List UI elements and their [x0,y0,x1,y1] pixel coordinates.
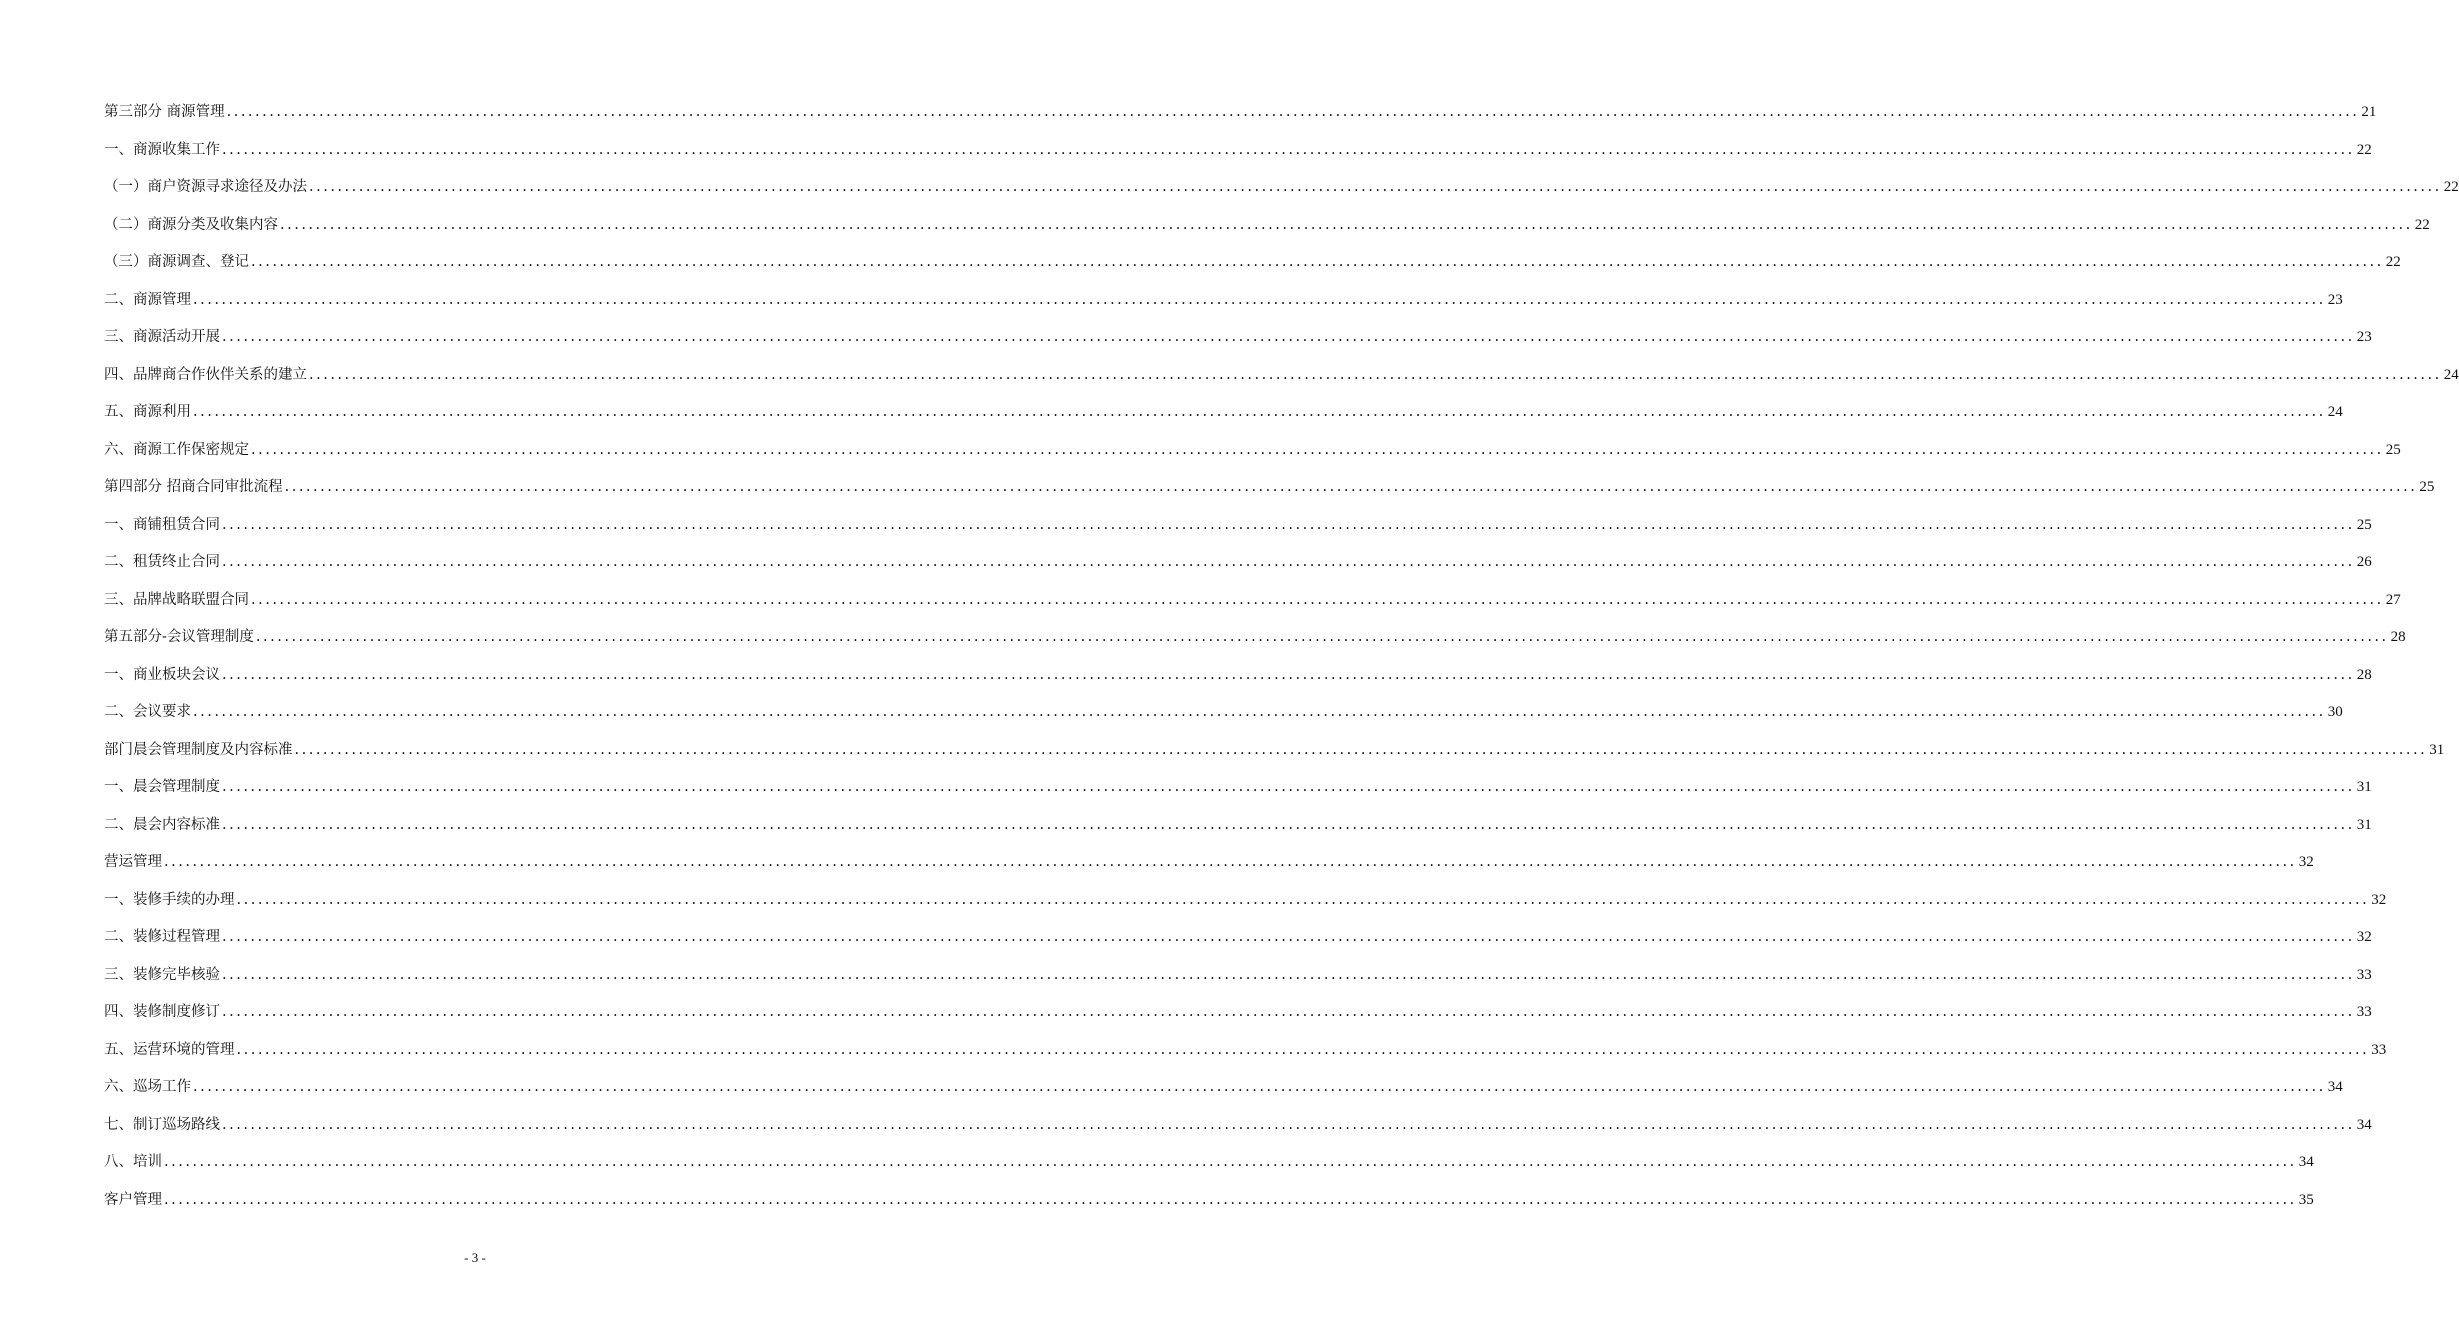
toc-entry-title: 四、品牌商合作伙伴关系的建立 [104,366,307,383]
toc-dot-leader: ............................................................................................................................................................................................................................................................................................................ [251,254,2384,270]
toc-entry-page: 22 [2414,216,2430,233]
toc-entry[interactable] [104,925,2372,963]
toc-dot-leader: ............................................................................................................................................................................................................................................................................................................ [222,666,2355,683]
toc-entry-title: 一、商铺租赁合同 [104,516,220,533]
toc-entry-page: 30 [2327,704,2343,720]
toc-dot-leader: ............................................................................................................................................................................................................................................................................................................ [222,329,2355,345]
toc-dot-leader: ............................................................................................................................................................................................................................................................................................................ [222,1004,2355,1020]
toc-dot-leader: ............................................................................................................................................................................................................................................................................................................ [309,179,2442,195]
toc-entry-page: 32 [2298,854,2314,870]
toc-entry-page: 22 [2356,141,2372,158]
toc-entry[interactable] [104,513,2372,551]
toc-entry[interactable] [104,250,2401,288]
toc-entry-title: 八、培训 [104,1154,162,1170]
toc-dot-leader: ............................................................................................................................................................................................................................................................................................................ [193,704,2326,720]
toc-entry-page: 24 [2327,404,2343,420]
toc-entry[interactable] [104,475,2435,513]
toc-entry[interactable] [104,1150,2314,1188]
toc-entry[interactable] [104,550,2372,588]
toc-dot-leader: ............................................................................................................................................................................................................................................................................................................ [294,741,2428,758]
toc-entry-page: 24 [2443,366,2459,383]
toc-dot-leader: ............................................................................................................................................................................................................................................................................................................ [193,404,2326,420]
toc-entry-page: 25 [2419,479,2435,495]
toc-entry-page: 26 [2356,554,2372,570]
toc-entry[interactable] [104,775,2372,813]
toc-dot-leader: ............................................................................................................................................................................................................................................................................................................ [193,291,2326,308]
toc-dot-leader: ............................................................................................................................................................................................................................................................................................................ [222,516,2355,533]
toc-entry[interactable] [104,325,2372,363]
toc-entry-title: 五、运营环境的管理 [104,1041,235,1058]
toc-entry-title: 第四部分 招商合同审批流程 [104,479,283,495]
toc-entry[interactable] [104,175,2459,213]
toc-entry[interactable] [104,663,2372,701]
toc-entry-title: 三、装修完毕核验 [104,966,220,983]
toc-entry-title: 一、商业板块会议 [104,666,220,683]
toc-dot-leader: ............................................................................................................................................................................................................................................................................................................ [164,854,2297,870]
toc-entry[interactable] [104,1038,2387,1076]
toc-entry-title: 部门晨会管理制度及内容标准 [104,741,293,758]
toc-entry-title: 二、装修过程管理 [104,929,220,945]
toc-entry-title: 二、商源管理 [104,291,191,308]
toc-entry[interactable] [104,363,2459,401]
toc-entry-title: 第三部分 商源管理 [104,104,225,120]
toc-entry[interactable] [104,213,2430,251]
page-number: - 3 - [464,1250,486,1265]
toc-entry[interactable] [104,400,2343,438]
toc-entry-page: 31 [2356,816,2372,833]
toc-dot-leader: ............................................................................................................................................................................................................................................................................................................ [236,1041,2370,1058]
toc-dot-leader: ............................................................................................................................................................................................................................................................................................................ [309,366,2442,383]
toc-entry-page: 35 [2298,1191,2314,1208]
toc-entry-page: 22 [2443,179,2459,195]
toc-entry-page: 28 [2390,629,2406,645]
toc-entry-title: 六、巡场工作 [104,1079,191,1095]
toc-entry-page: 33 [2356,1004,2372,1020]
toc-entry-page: 27 [2385,591,2401,608]
toc-dot-leader: ............................................................................................................................................................................................................................................................................................................ [164,1191,2297,1208]
toc-entry-page: 31 [2429,741,2445,758]
table-of-contents [104,100,2459,1225]
toc-dot-leader: ............................................................................................................................................................................................................................................................................................................ [193,1079,2326,1095]
toc-dot-leader: ............................................................................................................................................................................................................................................................................................................ [222,1116,2355,1133]
toc-dot-leader: ............................................................................................................................................................................................................................................................................................................ [222,779,2355,795]
toc-dot-leader: ............................................................................................................................................................................................................................................................................................................ [251,441,2384,458]
toc-entry-title: 一、装修手续的办理 [104,891,235,908]
toc-entry-page: 25 [2385,441,2401,458]
toc-entry-title: 五、商源利用 [104,404,191,420]
toc-entry[interactable] [104,138,2372,176]
toc-entry-page: 32 [2371,891,2387,908]
toc-entry[interactable] [104,588,2401,626]
toc-entry[interactable] [104,813,2372,851]
toc-entry-title: 三、商源活动开展 [104,329,220,345]
toc-entry-title: 客户管理 [104,1191,162,1208]
toc-entry[interactable] [104,438,2401,476]
toc-entry[interactable] [104,850,2314,888]
toc-entry-title: 营运管理 [104,854,162,870]
toc-entry[interactable] [104,100,2377,138]
toc-dot-leader: ............................................................................................................................................................................................................................................................................................................ [222,141,2355,158]
toc-entry[interactable] [104,288,2343,326]
toc-entry[interactable] [104,1075,2343,1113]
toc-entry[interactable] [104,1188,2314,1226]
toc-dot-leader: ............................................................................................................................................................................................................................................................................................................ [222,816,2355,833]
toc-entry-title: （三）商源调查、登记 [104,254,249,270]
toc-entry-title: 四、装修制度修订 [104,1004,220,1020]
toc-entry-title: （二）商源分类及收集内容 [104,216,278,233]
toc-dot-leader: ............................................................................................................................................................................................................................................................................................................ [222,966,2355,983]
toc-dot-leader: ............................................................................................................................................................................................................................................................................................................ [251,591,2384,608]
toc-entry-page: 34 [2298,1154,2314,1170]
toc-dot-leader: ............................................................................................................................................................................................................................................................................................................ [236,891,2370,908]
toc-entry-title: 三、品牌战略联盟合同 [104,591,249,608]
toc-entry-title: （一）商户资源寻求途径及办法 [104,179,307,195]
toc-entry-title: 二、晨会内容标准 [104,816,220,833]
toc-entry-title: 七、制订巡场路线 [104,1116,220,1133]
toc-entry-page: 28 [2356,666,2372,683]
toc-entry[interactable] [104,700,2343,738]
toc-entry[interactable] [104,888,2387,926]
toc-dot-leader: ............................................................................................................................................................................................................................................................................................................ [284,479,2418,495]
toc-entry-page: 23 [2356,329,2372,345]
toc-entry-page: 21 [2361,104,2377,120]
toc-entry-page: 25 [2356,516,2372,533]
toc-entry-page: 34 [2327,1079,2343,1095]
toc-entry-page: 33 [2356,966,2372,983]
toc-entry-page: 22 [2385,254,2401,270]
toc-entry-title: 二、租赁终止合同 [104,554,220,570]
toc-entry-title: 一、晨会管理制度 [104,779,220,795]
toc-entry[interactable] [104,963,2372,1001]
toc-entry-page: 31 [2356,779,2372,795]
toc-entry[interactable] [104,738,2445,776]
toc-entry[interactable] [104,625,2406,663]
toc-dot-leader: ............................................................................................................................................................................................................................................................................................................ [222,554,2355,570]
toc-dot-leader: ............................................................................................................................................................................................................................................................................................................ [226,104,2360,120]
toc-dot-leader: ............................................................................................................................................................................................................................................................................................................ [164,1154,2297,1170]
toc-entry[interactable] [104,1000,2372,1038]
toc-dot-leader: ............................................................................................................................................................................................................................................................................................................ [255,629,2389,645]
toc-entry-title: 一、商源收集工作 [104,141,220,158]
toc-dot-leader: ............................................................................................................................................................................................................................................................................................................ [280,216,2413,233]
toc-entry-page: 33 [2371,1041,2387,1058]
toc-entry-title: 六、商源工作保密规定 [104,441,249,458]
toc-entry-page: 34 [2356,1116,2372,1133]
toc-entry[interactable] [104,1113,2372,1151]
toc-entry-page: 23 [2327,291,2343,308]
toc-entry-title: 第五部分-会议管理制度 [104,629,254,645]
toc-dot-leader: ............................................................................................................................................................................................................................................................................................................ [222,929,2355,945]
toc-entry-title: 二、会议要求 [104,704,191,720]
toc-entry-page: 32 [2356,929,2372,945]
